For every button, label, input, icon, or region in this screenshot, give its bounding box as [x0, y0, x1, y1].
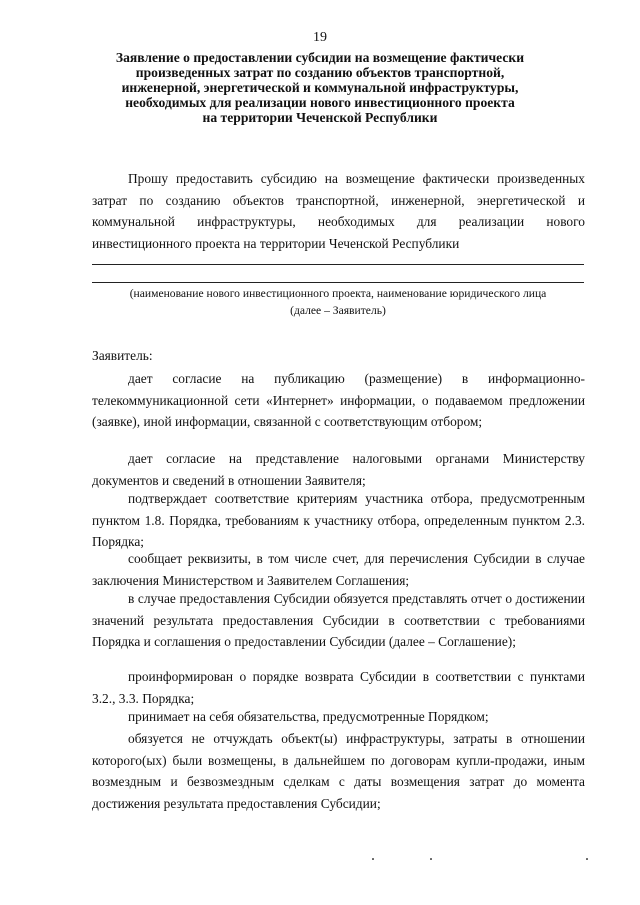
- caption-line: (далее – Заявитель): [290, 304, 386, 317]
- scan-speck: [372, 858, 374, 860]
- clause-paragraph: дает согласие на представление налоговыми органами Министерству документов и сведений в отношении Заявителя;: [92, 451, 585, 488]
- page-number: 19: [313, 30, 327, 45]
- scan-speck: [586, 858, 588, 860]
- clause-paragraph: дает согласие на публикацию (размещение) в информационно-телекоммуникационной сети «Интернет» информации, о подаваемом предложении (заявке), иной информации, связанной с соответствующим отбором;: [92, 371, 585, 429]
- clause-paragraph: проинформирован о порядке возврата Субсидии в соответствии с пунктами 3.2., 3.3. Порядка;: [92, 669, 585, 706]
- request-paragraph: Прошу предоставить субсидию на возмещение фактически произведенных затрат по созданию объектов транспортной, инженерной, энергетической и коммунальной инфраструктуры, необходимых для реализации нового инвестиционного проекта на территории Чеченской Республики: [92, 171, 585, 251]
- clause-paragraph: в случае предоставления Субсидии обязуется представлять отчет о достижении значений результата предоставления Субсидии в соответствии с требованиями Порядка и соглашения о предоставлении Субсидии (далее – Соглашение);: [92, 591, 585, 649]
- clause-paragraph: подтверждает соответствие критериям участника отбора, предусмотренным пунктом 1.8. Порядка, требованиям к участнику отбора, определенным пунктом 2.3. Порядка;: [92, 491, 585, 549]
- title-line: необходимых для реализации нового инвестиционного проекта: [125, 95, 515, 110]
- applicant-label: Заявитель:: [92, 348, 153, 363]
- clause-paragraph: сообщает реквизиты, в том числе счет, для перечисления Субсидии в случае заключения Министерством и Заявителем Соглашения;: [92, 551, 585, 588]
- title-line: инженерной, энергетической и коммунальной инфраструктуры,: [121, 80, 519, 95]
- title-line: Заявление о предоставлении субсидии на возмещение фактически: [115, 50, 525, 65]
- title-line: на территории Чеченской Республики: [202, 110, 438, 125]
- clause-paragraph: принимает на себя обязательства, предусмотренные Порядком;: [128, 709, 489, 724]
- fill-in-caption: [92, 285, 584, 319]
- fill-in-line: [92, 282, 584, 283]
- title-line: произведенных затрат по созданию объектов транспортной,: [135, 65, 505, 80]
- caption-line: (наименование нового инвестиционного проекта, наименование юридического лица: [129, 287, 547, 300]
- document-title: [100, 50, 540, 125]
- clause-paragraph: обязуется не отчуждать объект(ы) инфраструктуры, затраты в отношении которого(ых) были возмещены, в дальнейшем по договорам купли-продажи, иным возмездным и безвозмездным сделкам с даты возмещения затрат до момента достижения результата предоставления Субсидии;: [92, 731, 585, 811]
- fill-in-line: [92, 264, 584, 265]
- scan-speck: [430, 858, 432, 860]
- scan-specks: [372, 858, 592, 864]
